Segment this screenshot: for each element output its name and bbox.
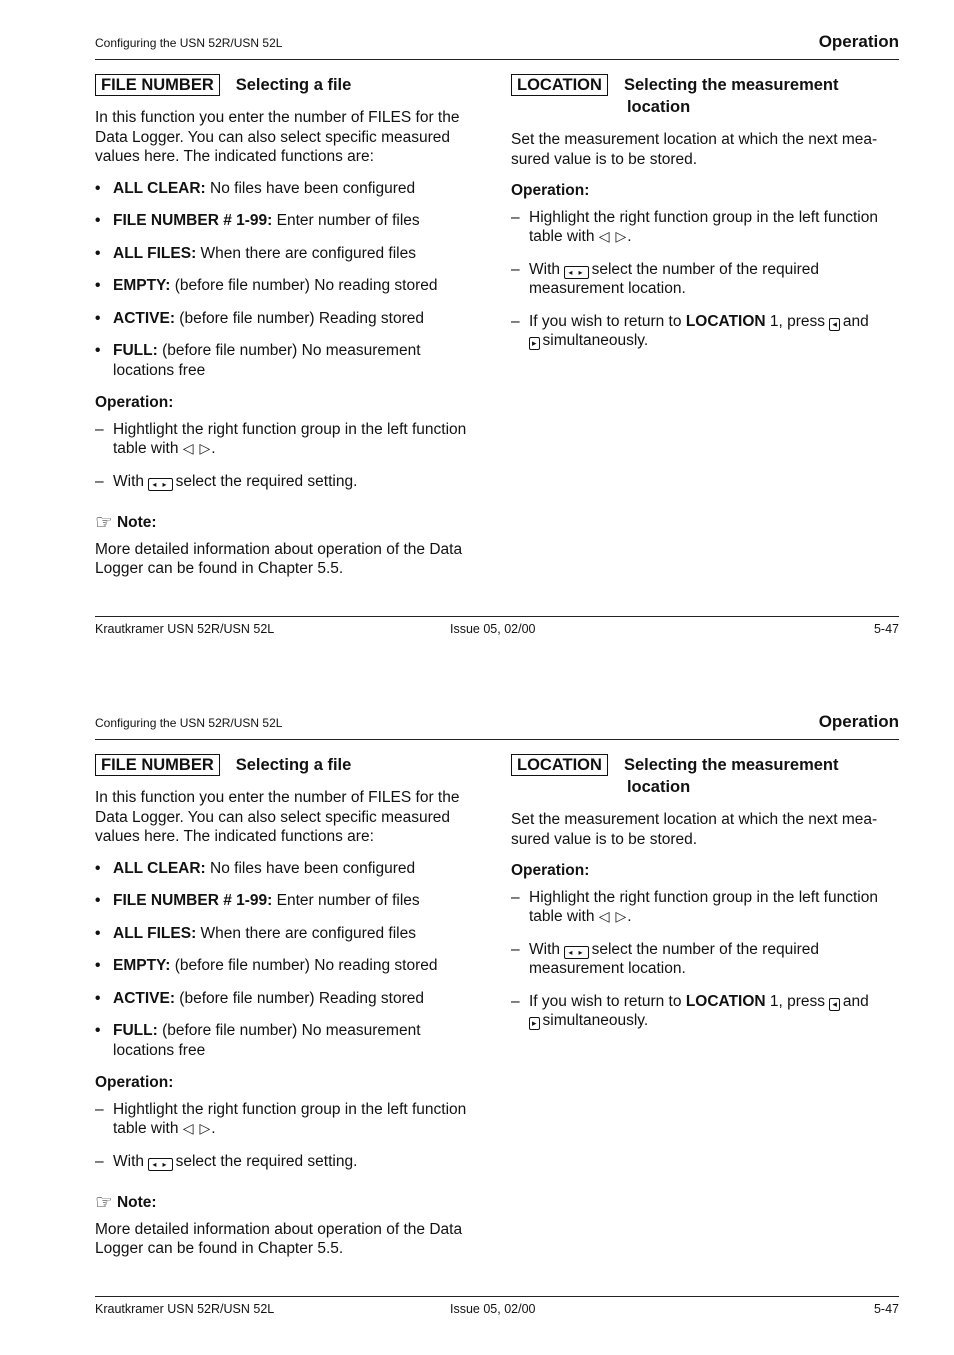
function-list [95,859,480,1061]
left-right-key-icon: ◂ ▸ [148,478,172,491]
right-key-icon: ▸ [529,337,540,350]
note-heading: ☞ Note: [95,1191,157,1214]
pointing-hand-icon: ☞ [95,1191,113,1214]
location-intro: Set the measurement location at which the next mea-sured value is to be stored. [511,131,878,168]
list-item: – With ◂ ▸ select the required setting. [95,472,358,490]
list-item: – Highlight the right function group in the left function table with ◁ ▷. [511,208,878,245]
function-list [95,179,480,381]
left-key-icon: ◂ [829,318,840,331]
right-column [511,753,899,1044]
note-text: More detailed information about operation of the Data Logger can be found in Chapter 5.5. [95,1220,463,1257]
list-item: – If you wish to return to LOCATION 1, press ◂ and ▸ simultaneously. [511,312,869,349]
list-item: – Hightlight the right function group in the left function table with ◁ ▷. [95,1100,467,1137]
left-right-arrows-icon: ◁ ▷ [182,440,212,456]
left-column [95,73,480,591]
list-item: • ACTIVE: (before file number) Reading stored [95,309,424,327]
file-number-title: Selecting a file [235,756,352,774]
footer-rule [95,616,899,617]
file-number-intro: In this function you enter the number of FILES for the Data Logger. You can also select specific measured values here. The indicated functions are: [95,109,460,165]
footer-left: Krautkramer USN 52R/USN 52L [95,622,275,636]
footer-center: Issue 05, 02/00 [450,1302,536,1316]
list-item: • EMPTY: (before file number) No reading stored [95,277,438,294]
location-intro: Set the measurement location at which the next mea-sured value is to be stored. [511,811,878,848]
list-item: • FILE NUMBER # 1-99: Enter number of files [95,212,420,229]
footer-page-number: 5-47 [873,1302,899,1316]
note-text: More detailed information about operation of the Data Logger can be found in Chapter 5.5. [95,540,463,577]
list-item: • FILE NUMBER # 1-99: Enter number of files [95,892,420,909]
operation-heading: Operation: [511,862,590,879]
file-number-box: FILE NUMBER [95,754,220,776]
left-column [95,753,480,1271]
list-item: – With ◂ ▸ select the required setting. [95,1152,358,1170]
list-item: • ALL CLEAR: No files have been configured [95,859,416,877]
list-item: • ACTIVE: (before file number) Reading stored [95,989,424,1007]
page-header-left: Configuring the USN 52R/USN 52L [95,36,283,50]
page-1 [0,0,954,675]
file-number-title: Selecting a file [235,76,352,94]
page-2 [0,680,954,1355]
page-header-left: Configuring the USN 52R/USN 52L [95,716,283,730]
left-key-icon: ◂ [829,998,840,1011]
left-right-key-icon: ◂ ▸ [148,1158,172,1171]
operation-steps [511,208,899,351]
note-heading: ☞ Note: [95,511,157,534]
list-item: • FULL: (before file number) No measurement locations free [95,342,421,379]
list-item: – With ◂ ▸ select the number of the required measurement location. [511,260,820,297]
right-key-icon: ▸ [529,1017,540,1030]
file-number-intro: In this function you enter the number of FILES for the Data Logger. You can also select specific measured values here. The indicated functions are: [95,789,460,845]
operation-heading: Operation: [511,182,590,199]
list-item: • ALL CLEAR: No files have been configured [95,179,416,197]
page-header-right: Operation [818,32,899,51]
list-item: – Highlight the right function group in the left function table with ◁ ▷. [511,888,878,925]
footer-center: Issue 05, 02/00 [450,622,536,636]
list-item: • ALL FILES: When there are configured files [95,244,416,262]
footer-page-number: 5-47 [873,622,899,636]
left-right-arrows-icon: ◁ ▷ [182,1120,212,1136]
left-right-arrows-icon: ◁ ▷ [598,908,628,924]
pointing-hand-icon: ☞ [95,511,113,534]
footer-left: Krautkramer USN 52R/USN 52L [95,1302,275,1316]
list-item: – With ◂ ▸ select the number of the required measurement location. [511,940,820,977]
page-header-right: Operation [818,712,899,731]
file-number-heading [95,753,480,776]
list-item: – If you wish to return to LOCATION 1, press ◂ and ▸ simultaneously. [511,992,869,1029]
left-right-key-icon: ◂ ▸ [564,946,588,959]
list-item: • ALL FILES: When there are configured files [95,924,416,942]
footer-rule [95,1296,899,1297]
right-column [511,73,899,364]
operation-heading: Operation: [95,1074,174,1091]
list-item: • EMPTY: (before file number) No reading stored [95,957,438,974]
location-title: Selecting the measurement location [623,76,839,116]
file-number-box: FILE NUMBER [95,74,220,96]
location-box: LOCATION [511,754,608,776]
header-rule [95,59,899,60]
operation-steps [95,1100,480,1172]
list-item: – Hightlight the right function group in the left function table with ◁ ▷. [95,420,467,457]
location-box: LOCATION [511,74,608,96]
left-right-key-icon: ◂ ▸ [564,266,588,279]
operation-steps [511,888,899,1031]
location-title: Selecting the measurement location [623,756,839,796]
left-right-arrows-icon: ◁ ▷ [598,228,628,244]
location-heading [511,753,899,798]
list-item: • FULL: (before file number) No measurement locations free [95,1022,421,1059]
operation-steps [95,420,480,492]
header-rule [95,739,899,740]
file-number-heading [95,73,480,96]
location-heading [511,73,899,118]
operation-heading: Operation: [95,394,174,411]
